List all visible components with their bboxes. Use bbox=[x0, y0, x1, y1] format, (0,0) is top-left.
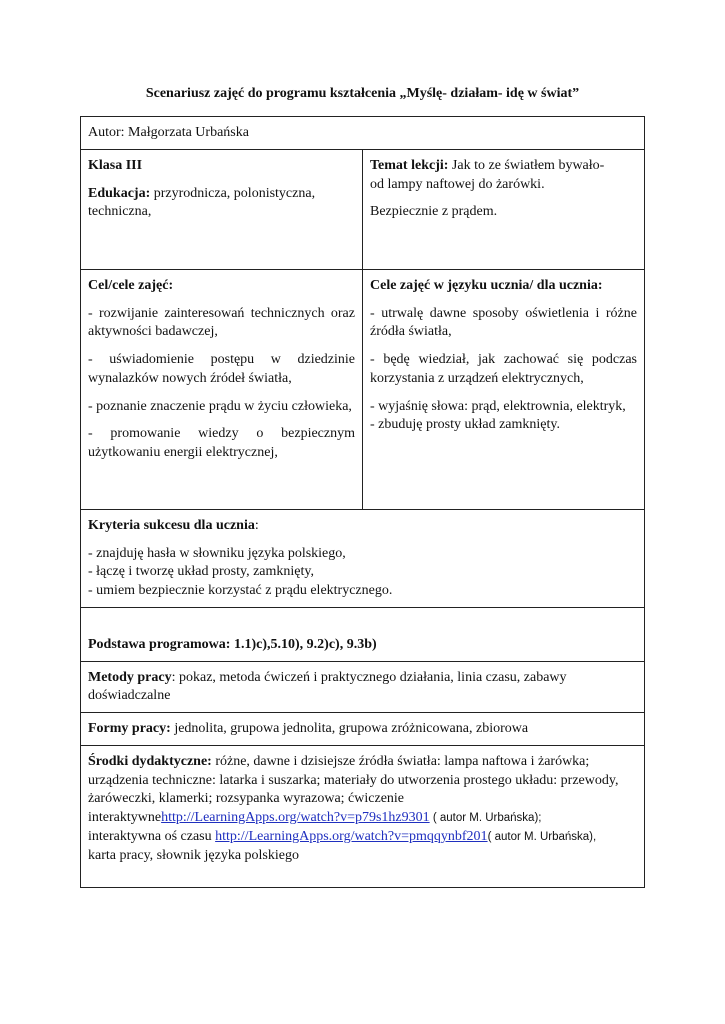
goal-item: - rozwijanie zainteresowań technicznych oraz aktywności badawczej, bbox=[88, 305, 355, 340]
class-topic-row bbox=[81, 149, 645, 269]
criteria-item: - łączę i tworzę układ prosty, zamknięty, bbox=[88, 564, 314, 580]
forms-label: Formy pracy: bbox=[88, 721, 171, 736]
curriculum-row bbox=[81, 607, 645, 661]
author-row bbox=[81, 117, 645, 150]
success-criteria-heading-line bbox=[88, 517, 637, 536]
curriculum-text: Podstawa programowa: 1.1)c),5.10), 9.2)c), 9.3b) bbox=[88, 636, 377, 652]
criteria-item: - znajduję hasła w słowniku języka polskiego, bbox=[88, 545, 346, 561]
author-text: Autor: Małgorzata Urbańska bbox=[88, 125, 249, 140]
education-label: Edukacja: bbox=[88, 185, 151, 201]
goals-row bbox=[81, 269, 645, 509]
success-criteria-cell bbox=[81, 509, 645, 607]
resources-line-2 bbox=[88, 828, 637, 847]
forms-row bbox=[81, 713, 645, 746]
criteria-item: - umiem bezpiecznie korzystać z prądu elektrycznego. bbox=[88, 583, 393, 598]
topic-text bbox=[370, 157, 637, 195]
learningapps-link-1[interactable]: http://LearningApps.org/watch?v=p79s1hz9301 bbox=[161, 810, 430, 825]
topic-subtitle: Bezpiecznie z prądem. bbox=[370, 204, 498, 220]
curriculum-cell bbox=[81, 607, 645, 661]
success-criteria-row bbox=[81, 509, 645, 607]
student-goals-heading: Cele zajęć w języku ucznia/ dla ucznia: bbox=[370, 277, 603, 293]
resources-label: Środki dydaktyczne: bbox=[88, 753, 212, 769]
education-value: przyrodnicza, polonistyczna, techniczna, bbox=[88, 185, 316, 220]
learningapps-link-2[interactable]: http://LearningApps.org/watch?v=pmqqynbf201 bbox=[215, 828, 488, 844]
student-goal-item: - zbuduję prosty układ zamknięty. bbox=[370, 417, 560, 433]
student-goal-item: - wyjaśnię słowa: prąd, elektrownia, elektryk, bbox=[370, 398, 626, 414]
goals-heading: Cel/cele zajęć: bbox=[88, 277, 174, 293]
resources-row bbox=[81, 745, 645, 888]
methods-label: Metody pracy bbox=[88, 669, 172, 685]
topic-cell bbox=[363, 149, 645, 269]
student-goals-cell bbox=[363, 269, 645, 509]
resources-text-2: interaktywna oś czasu bbox=[88, 828, 216, 844]
resources-author-2: ( autor M. Urbańska), bbox=[487, 830, 597, 843]
student-goal-item: - będę wiedział, jak zachować się podczas korzystania z urządzeń elektrycznych, bbox=[370, 352, 637, 386]
document-title: Scenariusz zajęć do programu kształcenia „Myślę- działam- idę w świat” bbox=[145, 86, 580, 101]
lesson-plan-table bbox=[80, 116, 645, 888]
methods-row bbox=[81, 661, 645, 713]
methods-value: : pokaz, metoda ćwiczeń i praktycznego działania, linia czasu, zabawy doświadczalne bbox=[88, 669, 567, 704]
student-goal-item: - utrwalę dawne sposoby oświetlenia i różne źródła światła, bbox=[370, 305, 637, 340]
resources-cell bbox=[81, 745, 645, 888]
resources-text-3: karta pracy, słownik języka polskiego bbox=[88, 847, 299, 863]
goal-item: - poznanie znaczenie prądu w życiu człowieka, bbox=[88, 398, 352, 414]
topic-label: Temat lekcji: bbox=[370, 157, 449, 173]
forms-cell bbox=[81, 713, 645, 746]
goals-cell bbox=[81, 269, 363, 509]
methods-cell bbox=[81, 661, 645, 713]
resources-text-1: różne, dawne i dzisiejsze źródła światła: lampa naftowa i żarówka; urządzenia techniczne: latarka i suszarka; materiały do utworzenia prostego układu: przewody, żaróweczki, klamerki; rozsypanka wyrazowa; ćwiczenie interaktywne bbox=[88, 753, 619, 825]
success-criteria-colon: : bbox=[254, 517, 259, 533]
forms-value: jednolita, grupowa jednolita, grupowa zróżnicowana, zbiorowa bbox=[170, 721, 529, 736]
author-cell bbox=[81, 117, 645, 150]
success-criteria-heading: Kryteria sukcesu dla ucznia bbox=[88, 517, 255, 533]
goal-item: - uświadomienie postępu w dziedzinie wynalazków nowych źródeł światła, bbox=[88, 352, 355, 386]
class-cell bbox=[81, 149, 363, 269]
topic-line-2: od lampy naftowej do żarówki. bbox=[370, 176, 545, 192]
topic-line-1: Jak to ze światłem bywało- bbox=[448, 157, 605, 173]
goal-item: - promowanie wiedzy o bezpiecznym użytkowaniu energii elektrycznej, bbox=[88, 426, 355, 460]
education-text bbox=[88, 185, 355, 223]
class-label: Klasa III bbox=[88, 157, 143, 173]
resources-author-1: ( autor M. Urbańska); bbox=[429, 812, 542, 824]
